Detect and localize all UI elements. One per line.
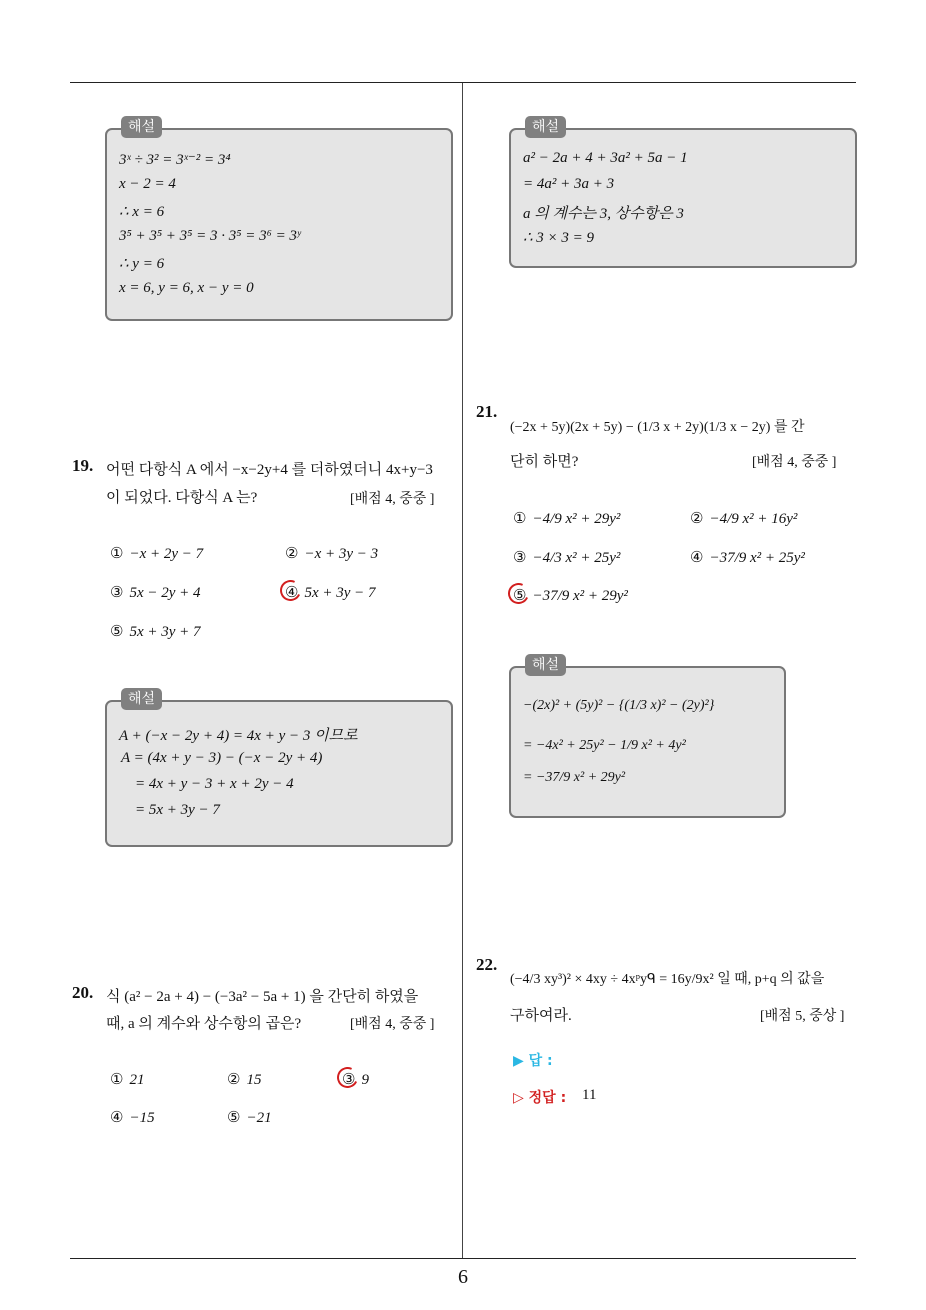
question-text: 식 (a² − 2a + 4) − (−3a² − 5a + 1) 을 간단히 하였을 (106, 989, 419, 1005)
question-text: (−4/3 xy³)² × 4xy ÷ 4xᵖyᑫ = 16y/9x² 일 때, p+q 의 값을 (510, 972, 825, 987)
solution-line: = 4a² + 3a + 3 (523, 176, 615, 192)
option-3[interactable]: ③ 9 (342, 1072, 369, 1088)
solution-line: = 4x + y − 3 + x + 2y − 4 (135, 776, 294, 792)
question-number: 20. (72, 983, 94, 1002)
question-text: 때, a 의 계수와 상수항의 곱은? (106, 1016, 302, 1032)
solution-tag: 해설 (121, 688, 162, 710)
option-2[interactable]: ② 15 (227, 1072, 262, 1088)
solution-tag: 해설 (121, 116, 162, 138)
option-5[interactable]: ⑤ 5x + 3y + 7 (110, 624, 201, 640)
page-number: 6 (458, 1266, 468, 1288)
score-mark: [배점 4, 중중 ] (350, 492, 435, 507)
solution-line: a² − 2a + 4 + 3a² + 5a − 1 (523, 150, 688, 166)
option-5[interactable]: ⑤ −37/9 x² + 29y² (513, 588, 628, 604)
solution-line: x − 2 = 4 (119, 176, 176, 192)
bottom-rule (70, 1258, 856, 1259)
score-mark: [배점 5, 중상 ] (760, 1009, 845, 1024)
option-5[interactable]: ⑤ −21 (227, 1110, 272, 1126)
solution-box-21 (509, 657, 786, 818)
option-2[interactable]: ② −x + 3y − 3 (285, 546, 379, 562)
question-text: (−2x + 5y)(2x + 5y) − (1/3 x + 2y)(1/3 x − 2y) 를 간 (510, 420, 805, 435)
top-rule (70, 82, 856, 83)
solution-line: x = 6, y = 6, x − y = 0 (119, 280, 254, 296)
question-text: 구하여라. (510, 1008, 572, 1024)
solution-line: 3ˣ ÷ 3² = 3ˣ⁻² = 3⁴ (119, 152, 231, 168)
column-divider (462, 83, 463, 1259)
correct-answer-label: ▷ 정답 : (513, 1090, 567, 1106)
option-1[interactable]: ① −4/9 x² + 29y² (513, 511, 621, 527)
solution-line: ∴ 3 × 3 = 9 (523, 230, 595, 246)
solution-box-19 (105, 691, 453, 847)
question-number: 22. (476, 955, 498, 974)
solution-line: = 5x + 3y − 7 (135, 802, 220, 818)
option-4[interactable]: ④ −37/9 x² + 25y² (690, 550, 805, 566)
answer-label: ▶ 답 : (513, 1053, 553, 1069)
score-mark: [배점 4, 중중 ] (350, 1017, 435, 1032)
option-4[interactable]: ④ 5x + 3y − 7 (285, 585, 376, 601)
solution-line: ∴ x = 6 (119, 204, 165, 220)
correct-answer-value: 11 (582, 1087, 597, 1103)
question-text: 어떤 다항식 A 에서 −x−2y+4 를 더하였더니 4x+y−3 (106, 462, 433, 478)
option-2[interactable]: ② −4/9 x² + 16y² (690, 511, 798, 527)
option-4[interactable]: ④ −15 (110, 1110, 155, 1126)
option-1[interactable]: ① −x + 2y − 7 (110, 546, 204, 562)
solution-line: −(2x)² + (5y)² − {(1/3 x)² − (2y)²} (523, 698, 715, 713)
solution-line: = −37/9 x² + 29y² (523, 770, 626, 785)
question-text: 이 되었다. 다항식 A 는? (106, 490, 258, 506)
question-text: 단히 하면? (510, 454, 579, 470)
solution-box-20 (509, 119, 857, 268)
solution-line: ∴ y = 6 (119, 256, 165, 272)
solution-tag: 해설 (525, 116, 566, 138)
solution-line: A + (−x − 2y + 4) = 4x + y − 3 이므로 (119, 728, 358, 744)
solution-tag: 해설 (525, 654, 566, 676)
question-number: 19. (72, 456, 94, 475)
question-number: 21. (476, 402, 498, 421)
solution-line: 3⁵ + 3⁵ + 3⁵ = 3 · 3⁵ = 3⁶ = 3ʸ (119, 228, 301, 244)
score-mark: [배점 4, 중중 ] (752, 455, 837, 470)
solution-line: a 의 계수는 3, 상수항은 3 (523, 206, 684, 222)
option-1[interactable]: ① 21 (110, 1072, 145, 1088)
option-3[interactable]: ③ 5x − 2y + 4 (110, 585, 201, 601)
solution-line: A = (4x + y − 3) − (−x − 2y + 4) (121, 750, 323, 766)
solution-box-18 (105, 119, 453, 321)
option-3[interactable]: ③ −4/3 x² + 25y² (513, 550, 621, 566)
solution-line: = −4x² + 25y² − 1/9 x² + 4y² (523, 738, 686, 753)
